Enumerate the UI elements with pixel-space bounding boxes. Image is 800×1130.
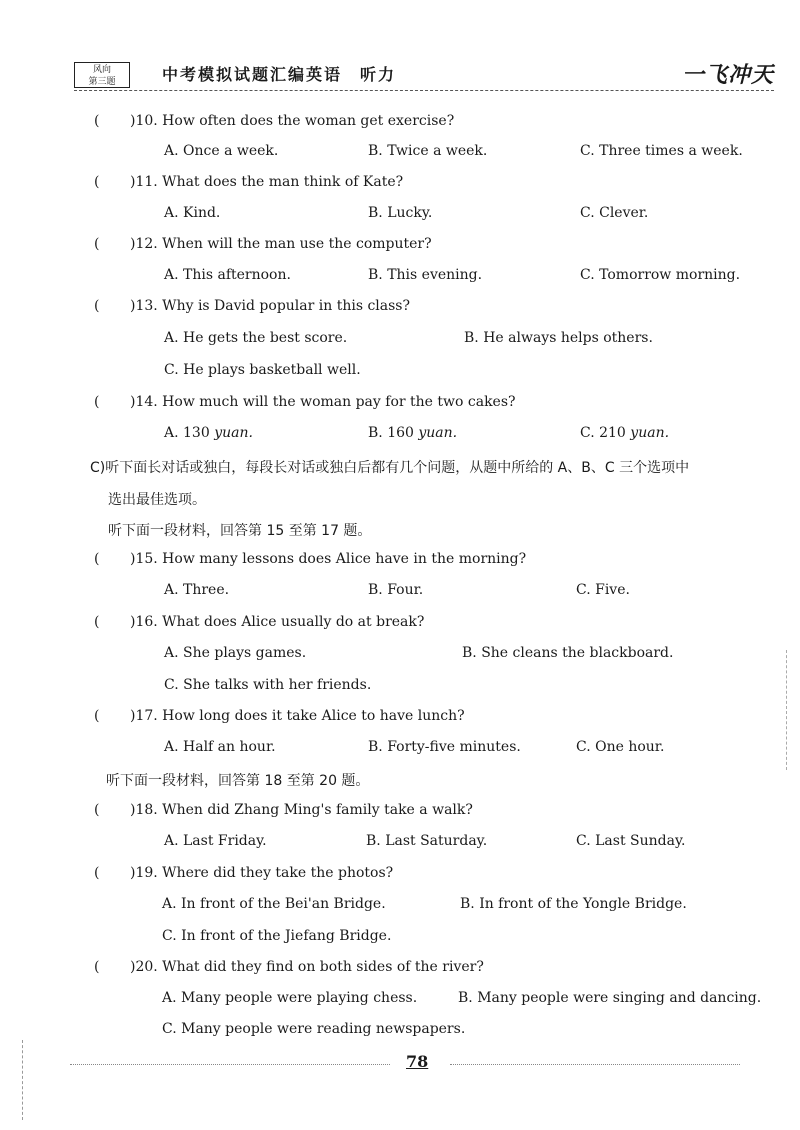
- q11-option-c: C. Clever.: [580, 205, 649, 221]
- q10-option-b: B. Twice a week.: [368, 143, 488, 159]
- question-10: )10. How often does the woman get exercise?: [130, 113, 455, 129]
- question-12: )12. When will the man use the computer?: [130, 236, 432, 252]
- q20-option-a: A. Many people were playing chess.: [162, 990, 418, 1006]
- answer-blank: (: [94, 708, 100, 724]
- section-c-instruction-line2: 选出最佳选项。: [108, 492, 206, 508]
- q15-option-b: B. Four.: [368, 582, 424, 598]
- question-11: )11. What does the man think of Kate?: [130, 174, 404, 190]
- answer-blank: (: [94, 551, 100, 567]
- answer-blank: (: [94, 802, 100, 818]
- header-brand: 一飞冲天: [681, 63, 774, 88]
- question-17: )17. How long does it take Alice to have lunch?: [130, 708, 465, 724]
- q14-option-a: [164, 425, 253, 441]
- q16-option-b: B. She cleans the blackboard.: [462, 645, 674, 661]
- scan-edge-mark-right: [786, 650, 787, 770]
- answer-blank: (: [94, 113, 100, 129]
- q14-option-c-unit: yuan.: [630, 425, 670, 441]
- q13-option-b: B. He always helps others.: [464, 330, 653, 346]
- question-15: )15. How many lessons does Alice have in the morning?: [130, 551, 527, 567]
- q19-option-c: C. In front of the Jiefang Bridge.: [162, 928, 392, 944]
- header-badge: [74, 62, 130, 88]
- q14-option-b: [368, 425, 457, 441]
- page-header: [74, 54, 774, 94]
- q18-option-c: C. Last Sunday.: [576, 833, 686, 849]
- q14-option-c: [580, 425, 669, 441]
- q12-option-a: A. This afternoon.: [164, 267, 291, 283]
- q14-option-a-text: A. 130: [164, 425, 210, 441]
- q11-option-b: B. Lucky.: [368, 205, 433, 221]
- q11-option-a: A. Kind.: [164, 205, 221, 221]
- q16-option-c: C. She talks with her friends.: [164, 677, 372, 693]
- q17-option-b: B. Forty-five minutes.: [368, 739, 521, 755]
- footer-rule-left: [70, 1064, 390, 1065]
- q12-option-c: C. Tomorrow morning.: [580, 267, 741, 283]
- q20-option-c: C. Many people were reading newspapers.: [162, 1021, 466, 1037]
- q17-option-a: A. Half an hour.: [164, 739, 276, 755]
- page-footer: [60, 1050, 750, 1080]
- answer-blank: (: [94, 394, 100, 410]
- header-badge-line1: 风向: [92, 65, 111, 75]
- question-18: )18. When did Zhang Ming's family take a walk?: [130, 802, 473, 818]
- group-intro-18-20: 听下面一段材料，回答第 18 至第 20 题。: [106, 773, 370, 789]
- q14-option-b-text: B. 160: [368, 425, 414, 441]
- q19-option-b: B. In front of the Yongle Bridge.: [460, 896, 687, 912]
- answer-blank: (: [94, 298, 100, 314]
- q14-option-c-text: C. 210: [580, 425, 626, 441]
- q15-option-c: C. Five.: [576, 582, 630, 598]
- q16-option-a: A. She plays games.: [164, 645, 307, 661]
- q15-option-a: A. Three.: [164, 582, 230, 598]
- q14-option-b-unit: yuan.: [418, 425, 458, 441]
- section-c-instruction-line1: C)听下面长对话或独白，每段长对话或独白后都有几个问题，从题中所给的 A、B、C 三个选项中: [90, 460, 690, 476]
- q10-option-c: C. Three times a week.: [580, 143, 743, 159]
- q13-option-a: A. He gets the best score.: [164, 330, 348, 346]
- page-number: 78: [406, 1052, 429, 1071]
- question-20: )20. What did they find on both sides of the river?: [130, 959, 484, 975]
- answer-blank: (: [94, 865, 100, 881]
- answer-blank: (: [94, 174, 100, 190]
- q12-option-b: B. This evening.: [368, 267, 483, 283]
- q14-option-a-unit: yuan.: [214, 425, 253, 441]
- header-rule: [74, 90, 774, 91]
- header-badge-line2: 第三题: [88, 77, 116, 87]
- q13-option-c: C. He plays basketball well.: [164, 362, 361, 378]
- question-14: )14. How much will the woman pay for the two cakes?: [130, 394, 516, 410]
- answer-blank: (: [94, 959, 100, 975]
- answer-blank: (: [94, 614, 100, 630]
- question-16: )16. What does Alice usually do at break?: [130, 614, 425, 630]
- answer-blank: (: [94, 236, 100, 252]
- question-19: )19. Where did they take the photos?: [130, 865, 394, 881]
- q10-option-a: A. Once a week.: [164, 143, 279, 159]
- header-title: 中考模拟试题汇编英语 听力: [162, 65, 397, 84]
- q18-option-b: B. Last Saturday.: [366, 833, 488, 849]
- q18-option-a: A. Last Friday.: [164, 833, 267, 849]
- footer-rule-right: [450, 1064, 740, 1065]
- q20-option-b: B. Many people were singing and dancing.: [458, 990, 762, 1006]
- question-13: )13. Why is David popular in this class?: [130, 298, 410, 314]
- q17-option-c: C. One hour.: [576, 739, 665, 755]
- q19-option-a: A. In front of the Bei'an Bridge.: [162, 896, 386, 912]
- scan-edge-mark-left: [22, 1040, 23, 1120]
- group-intro-15-17: 听下面一段材料，回答第 15 至第 17 题。: [108, 523, 372, 539]
